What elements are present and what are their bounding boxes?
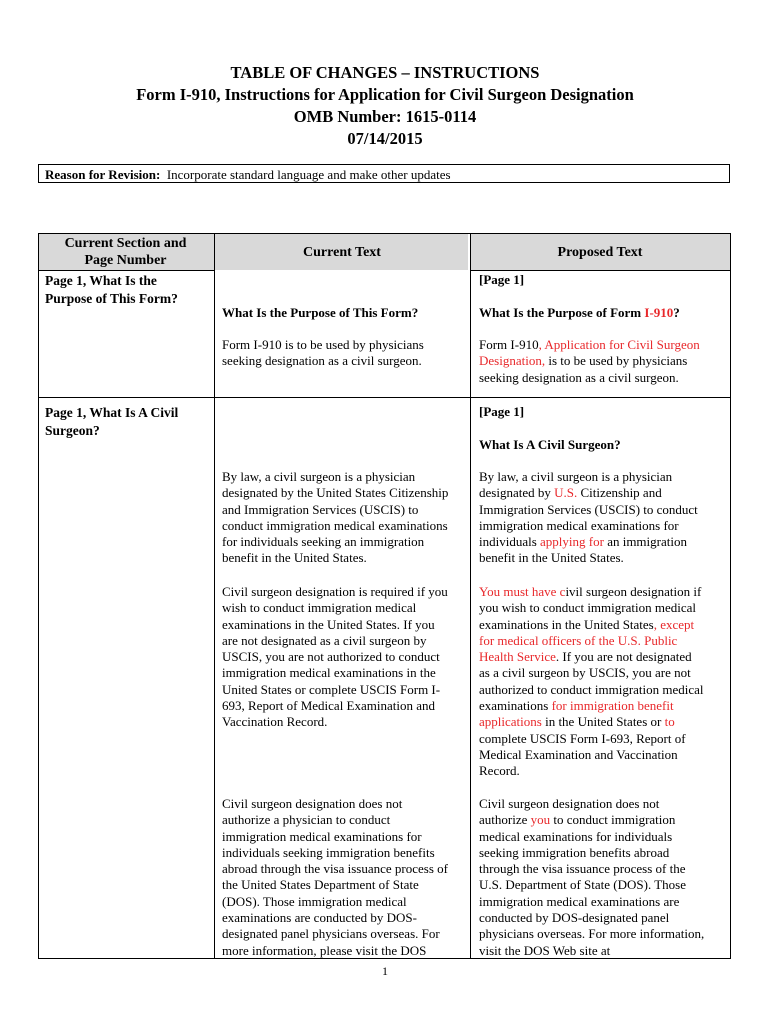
reason-for-revision-box (38, 164, 730, 183)
column-divider-1 (214, 234, 215, 958)
row2-section: Page 1, What Is A Civil Surgeon? (45, 405, 179, 438)
header-rule-col3 (471, 270, 731, 271)
row1-proposed-heading: What Is the Purpose of Form I-910? (479, 305, 680, 320)
row2-proposed-paragraph-1: By law, a civil surgeon is a physician designated by U.S. Citizenship and Immigration Services (USCIS) to conduct immigration medical examinations for individuals applying for an immigration benefit in the United States. (479, 469, 698, 566)
row2-proposed-paragraph-3: Civil surgeon designation does not authorize you to conduct immigration medical examinations for individuals seeking immigration benefits abroad through the visa issuance process of the U.S. Department of State (DOS). Those immigration medical examinations are conducted by DOS-designated panel physicians overseas. For more information, visit the DOS Web site at (479, 796, 705, 958)
row2-proposed-heading: What Is A Civil Surgeon? (479, 437, 621, 452)
row1-current-heading: What Is the Purpose of This Form? (222, 305, 419, 320)
row2-current-paragraph-3: Civil surgeon designation does not authorize a physician to conduct immigration medical examinations for individuals seeking immigration benefits abroad through the visa issuance process of the United States Department of State (DOS). Those immigration medical examinations are conducted by DOS- designated panel physicians overseas. For more information, please visit the DOS (222, 796, 448, 958)
row2-proposed-paragraph-2: You must have civil surgeon designation if you wish to conduct immigration medical examinations in the United States, except for medical officers of the U.S. Public Health Service. If you are not designated as a civil surgeon by USCIS, you are not authorized to conduct immigration medical examinations for immigration benefit applications in the United States or to complete USCIS Form I-693, Report of Medical Examination and Vaccination Record. (479, 584, 704, 779)
header-rule-col1 (39, 270, 214, 271)
col3-header: Proposed Text (557, 245, 643, 260)
row2-current-paragraph-1: By law, a civil surgeon is a physician designated by the United States Citizenship and Immigration Services (USCIS) to conduct immigration medical examinations for individuals seeking an immigration benefit in the United States. (222, 469, 449, 566)
row1-current-paragraph: Form I-910 is to be used by physicians seeking designation as a civil surgeon. (222, 337, 424, 369)
title-line-1: TABLE OF CHANGES – INSTRUCTIONS (230, 63, 540, 82)
title-line-2: Form I-910, Instructions for Application for Civil Surgeon Designation (136, 85, 634, 104)
col1-header: Current Section and Page Number (64, 236, 187, 268)
column-divider-2 (470, 234, 471, 958)
reason-text: Incorporate standard language and make other updates (166, 167, 451, 182)
row-divider (39, 397, 731, 398)
page-number: 1 (382, 964, 388, 978)
omb-number: OMB Number: 1615-0114 (293, 107, 477, 126)
reason-label: Reason for Revision: (45, 167, 161, 182)
row1-proposed-page: [Page 1] (479, 272, 525, 287)
row1-proposed-paragraph: Form I-910, Application for Civil Surgeon Designation, is to be used by physicians seeking designation as a civil surgeon. (479, 337, 700, 385)
col2-header: Current Text (303, 245, 381, 260)
row2-proposed-page: [Page 1] (479, 404, 525, 419)
row2-current-paragraph-2: Civil surgeon designation is required if you wish to conduct immigration medical examinations in the United States. If you are not designated as a civil surgeon by USCIS, you are not authorized to conduct immigration medical examinations in the United States or complete USCIS Form I- 693, Report of Medical Examination and Vaccination Record. (222, 584, 448, 730)
revision-date: 07/14/2015 (347, 129, 423, 148)
row1-section: Page 1, What Is the Purpose of This Form? (45, 273, 178, 306)
